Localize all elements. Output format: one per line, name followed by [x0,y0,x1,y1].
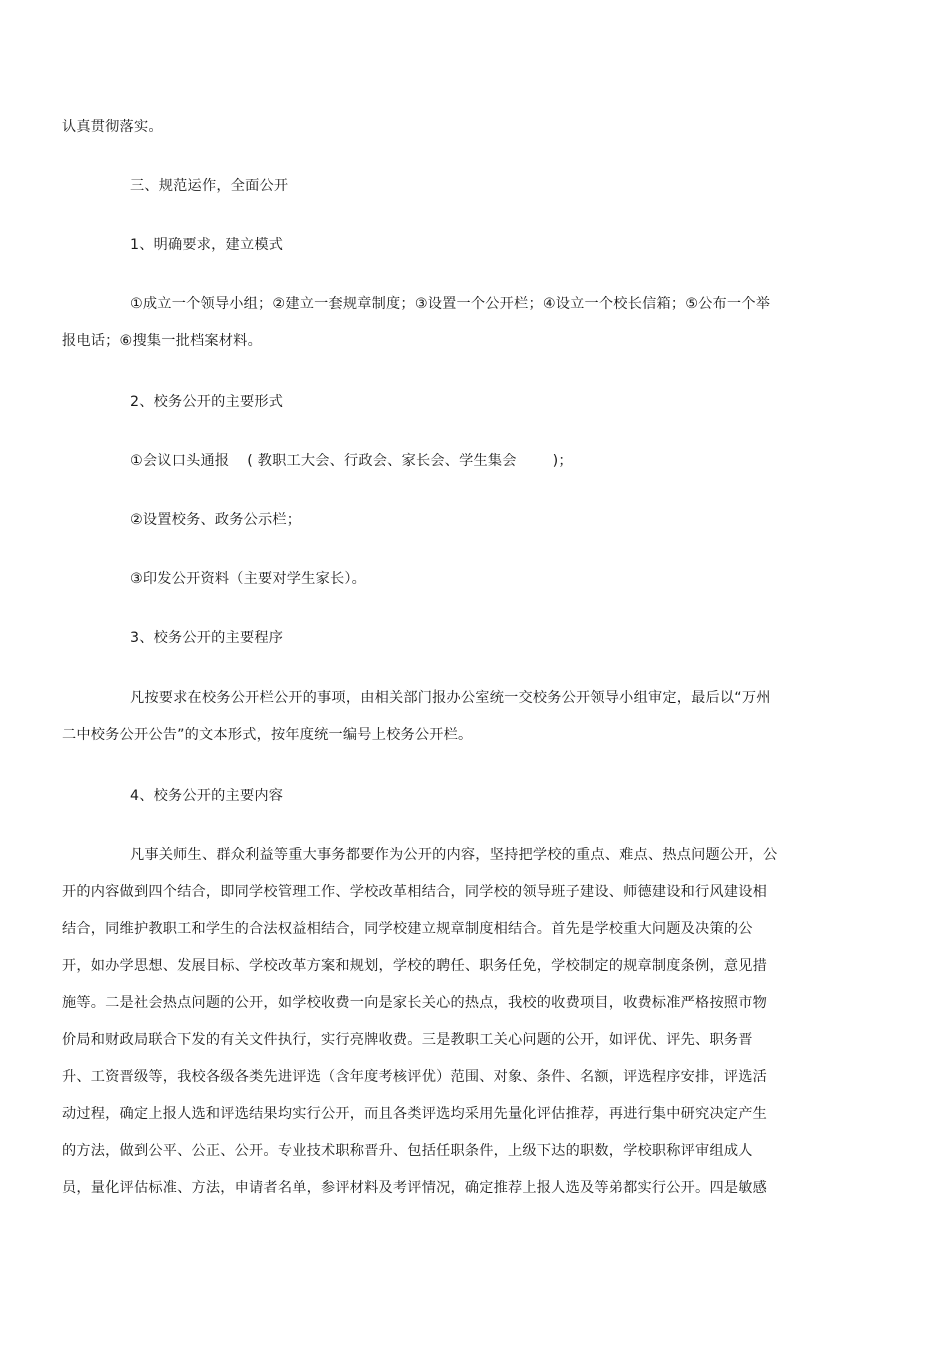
paragraph-1-line-2: 报电话；⑥搜集一批档案材料。 [62,333,262,349]
body-line: 升、工资晋级等，我校各级各类先进评选（含年度考核评优）范围、对象、条件、名额，评选程序安排，评选活 [62,1069,767,1085]
body-line: 凡事关师生、群众利益等重大事务都要作为公开的内容，坚持把学校的重点、难点、热点问题公开，公 [130,847,778,863]
paragraph-1-line-1: ①成立一个领导小组；②建立一套规章制度；③设置一个公开栏；④设立一个校长信箱；⑤公布一个举 [130,296,771,312]
paragraph-3-line-2: 二中校务公开公告”的文本形式，按年度统一编号上校务公开栏。 [62,727,473,743]
subheading-1: 1、明确要求，建立模式 [130,237,284,253]
body-line: 开的内容做到四个结合，即同学校管理工作、学校改革相结合，同学校的领导班子建设、师德建设和行风建设相 [62,884,767,900]
form-item-1-label: ①会议口头通报 [130,453,230,469]
form-item-3: ③印发公开资料（主要对学生家长）。 [130,571,367,587]
form-item-1-close: )； [552,453,573,469]
body-line: 员，量化评估标准、方法，申请者名单，参评材料及考评情况，确定推荐上报人选及等弟都实行公开。四是敏感 [62,1180,767,1196]
body-line: 开，如办学思想、发展目标、学校改革方案和规划，学校的聘任、职务任免，学校制定的规章制度条例，意见措 [62,958,767,974]
body-line: 的方法，做到公平、公正、公开。专业技术职称晋升、包括任职条件，上级下达的职数，学校职称评审组成人 [62,1143,753,1159]
section-heading-3: 三、规范运作，全面公开 [130,178,289,194]
form-item-2: ②设置校务、政务公示栏； [130,512,302,528]
body-line: 价局和财政局联合下发的有关文件执行，实行亮牌收费。三是教职工关心问题的公开，如评优、评先、职务晋 [62,1032,753,1048]
paragraph-3-line-1: 凡按要求在校务公开栏公开的事项，由相关部门报办公室统一交校务公开领导小组审定，最后以“万州 [130,690,771,706]
subheading-2: 2、校务公开的主要形式 [130,394,284,410]
body-line: 动过程，确定上报人选和评选结果均实行公开，而且各类评选均采用先量化评估推荐，再进行集中研究决定产生 [62,1106,767,1122]
continuation-text: 认真贯彻落实。 [62,119,163,135]
form-item-1-detail: ( 教职工大会、行政会、家长会、学生集会 [247,453,517,469]
form-item-1 [130,451,573,471]
body-line: 施等。二是社会热点问题的公开，如学校收费一向是家长关心的热点，我校的收费项目，收费标准严格按照市物 [62,995,767,1011]
subheading-3: 3、校务公开的主要程序 [130,630,284,646]
body-line: 结合，同维护教职工和学生的合法权益相结合，同学校建立规章制度相结合。首先是学校重大问题及决策的公 [62,921,753,937]
subheading-4: 4、校务公开的主要内容 [130,788,284,804]
